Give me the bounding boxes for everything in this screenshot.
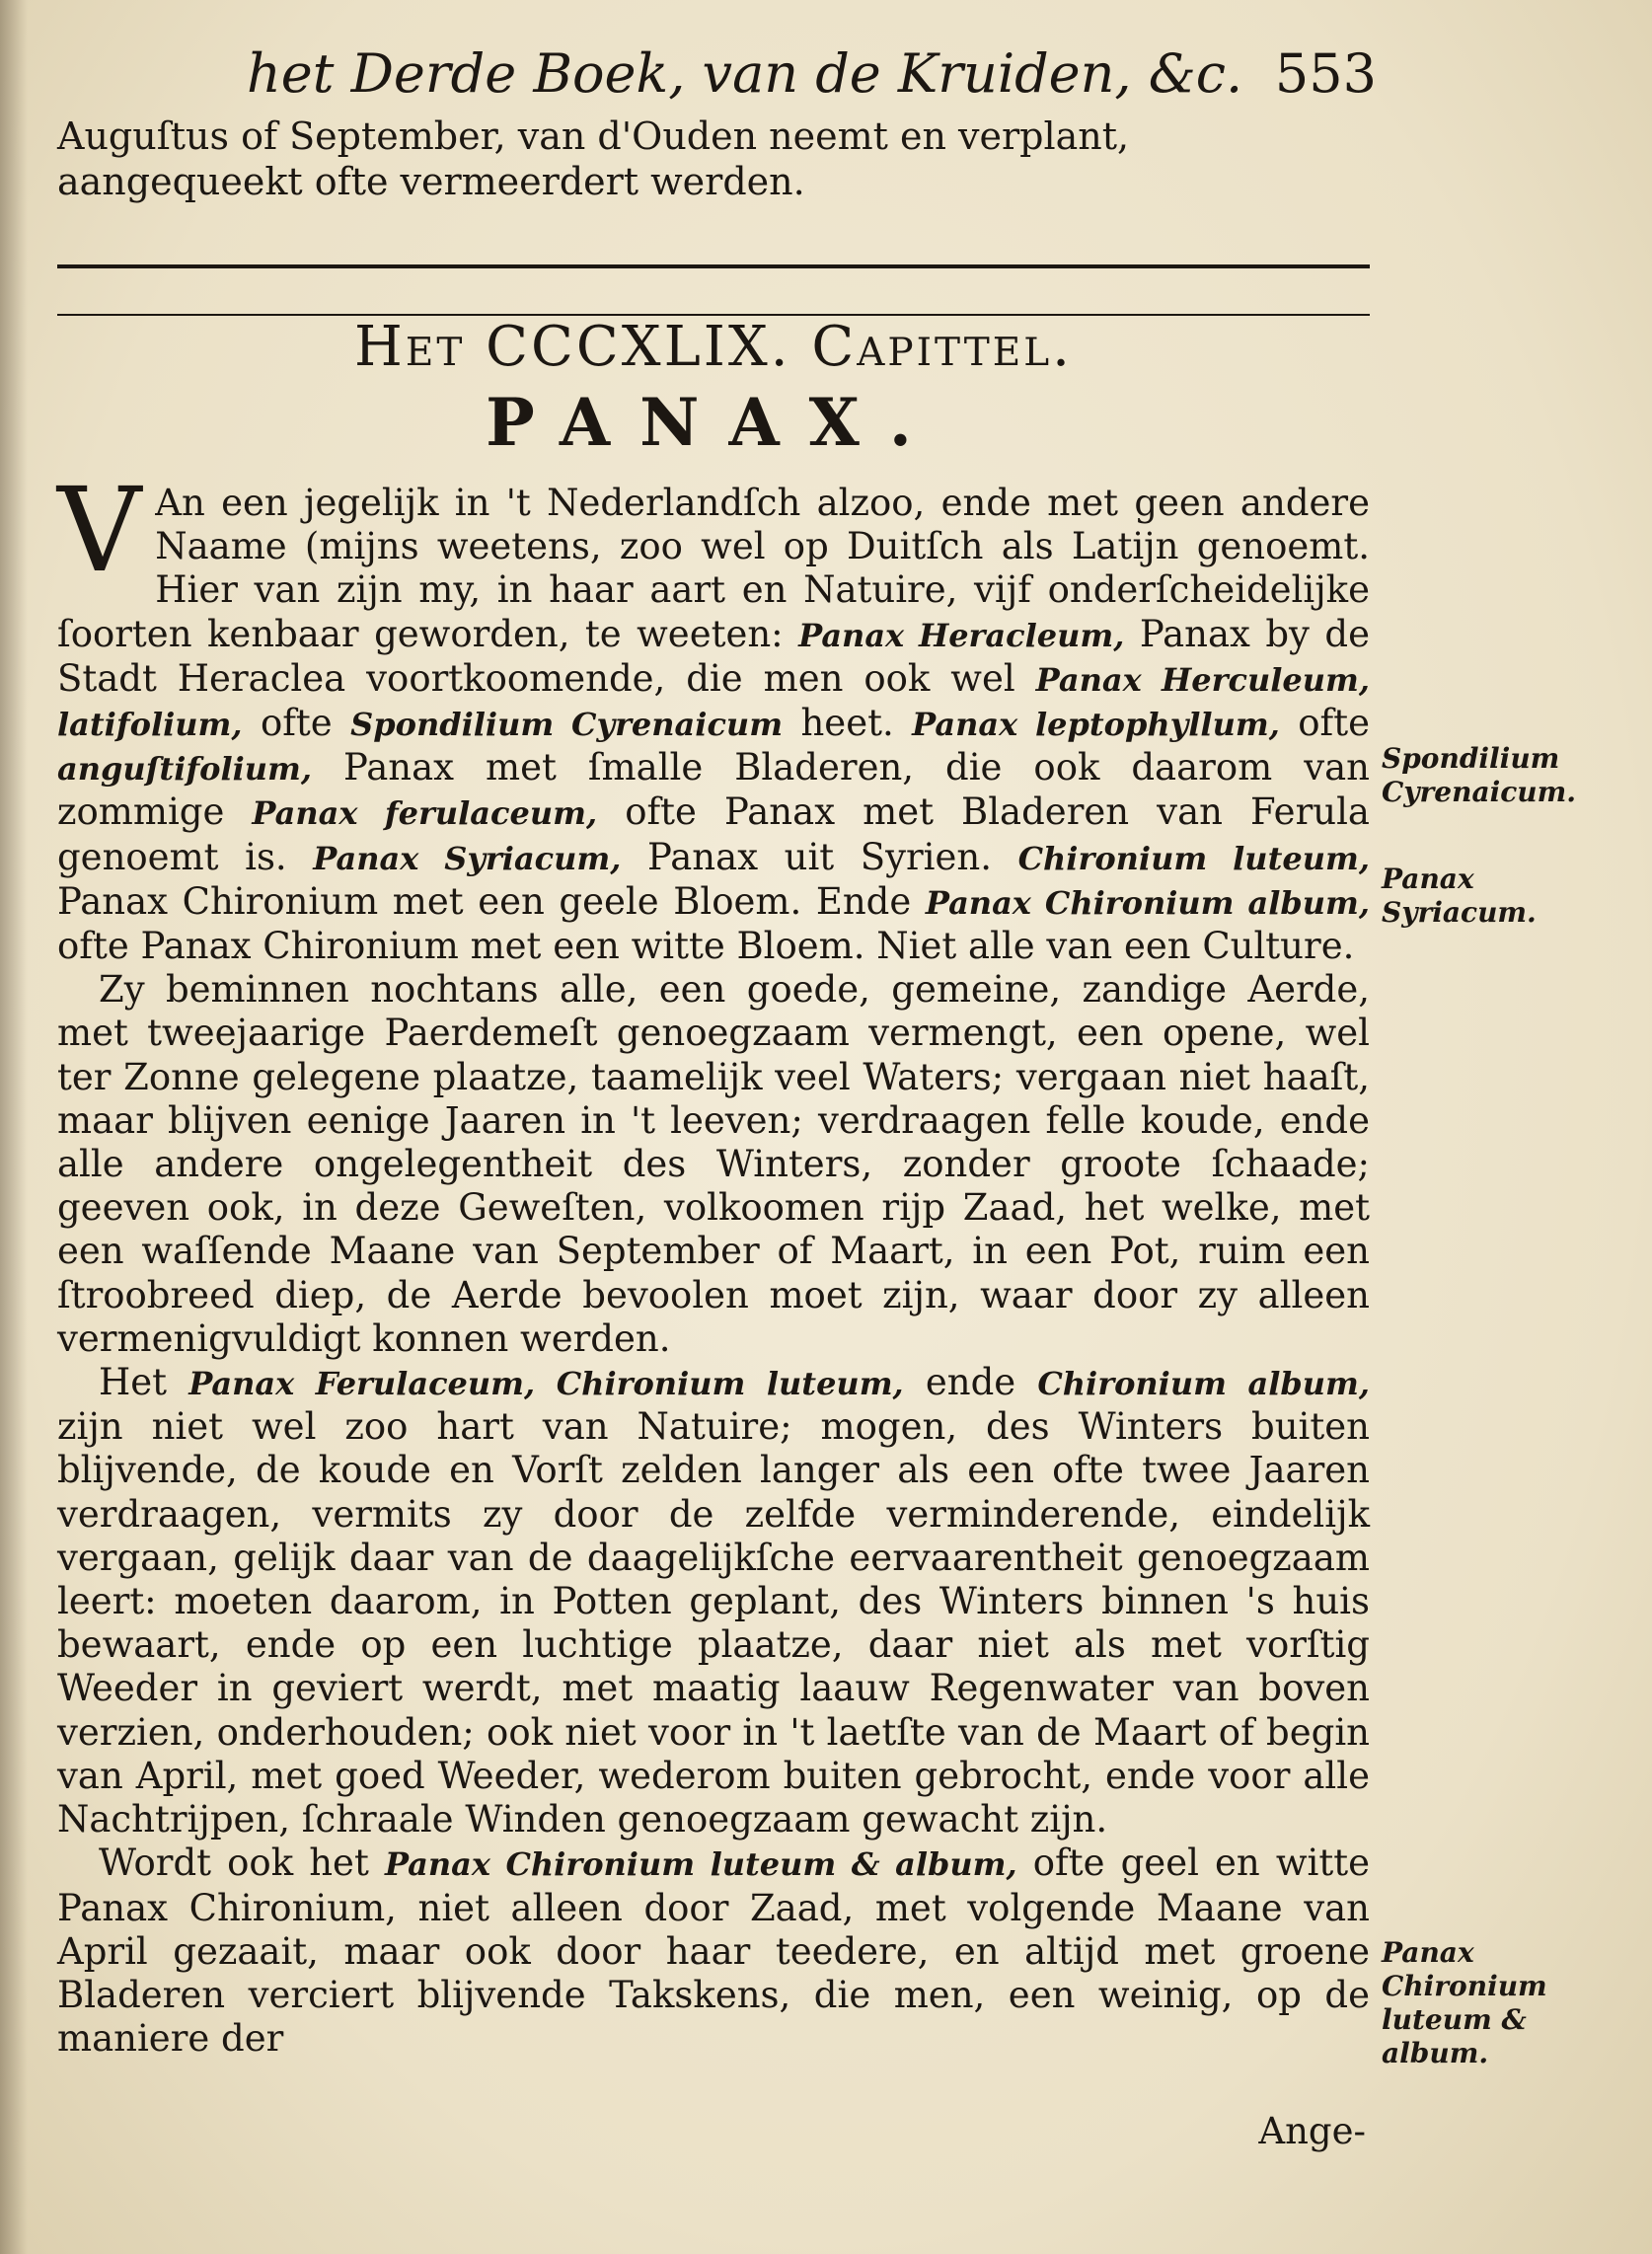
italic-term: Panax Syriacum, <box>313 839 622 877</box>
chapter-heading: Het CCCXLIX. Capittel. <box>354 315 1073 379</box>
italic-term: Panax ferulaceum, <box>252 794 598 833</box>
divider-rule <box>57 264 1370 268</box>
margin-note: Panax Chironium luteum & album. <box>1382 1936 1547 2069</box>
italic-term: Panax Heracleum, <box>798 616 1125 654</box>
drop-cap: V <box>57 462 142 598</box>
italic-term: Panax leptophyllum, <box>912 706 1280 744</box>
italic-term: Chironium album, <box>1037 1365 1371 1403</box>
carry-over-text: Auguſtus of September, van d'Ouden neemt en verplant, aangequeekt ofte vermeerdert werden. <box>57 114 1130 203</box>
running-head-title: het Derde Boek, van de Kruiden, &c. <box>247 42 1243 105</box>
binding-shadow <box>0 0 28 2254</box>
paragraph: Het Panax Ferulaceum, Chironium luteum, ende Chironium album, zijn niet wel zoo hart van Natuire; mogen, des Winters buiten blijvende, de koude en Vorſt zelden langer als een ofte twee Jaaren verdraagen, vermits zy door de zelfde verminderende, eindelijk vergaan, gelijk daar van de daagelijkſche eervaarentheit genoegzaam leert: moeten daarom, in Potten geplant, des Winters binnen 's huis bewaart, ende op een luchtige plaatze, daar niet als met vorſtig Weeder in geviert werdt, met maatig laauw Regenwater van boven verzien, onderhouden; ook niet voor in 't laetſte van de Maart of begin van April, met goed Weeder, wederom buiten gebrocht, ende voor alle Nachtrijpen, ſchraale Winden genoegzaam gewacht zijn. <box>57 1361 1371 1841</box>
chapter-title: PANAX. <box>486 384 941 461</box>
italic-term: Panax Herculeum, latifolium, <box>57 660 1371 744</box>
body-text <box>57 462 1371 2061</box>
italic-term: Panax Chironium luteum & album, <box>384 1845 1017 1884</box>
italic-term: Spondilium Cyrenaicum <box>350 706 784 744</box>
margin-note: Spondilium Cyrenaicum. <box>1382 742 1577 808</box>
margin-note: Panax Syriacum. <box>1382 863 1537 929</box>
italic-term: Panax Chironium album, <box>925 883 1370 922</box>
italic-term: Panax Ferulaceum, Chironium luteum, <box>188 1365 904 1403</box>
catchword: Ange- <box>1258 2110 1366 2152</box>
italic-term: Chironium luteum, <box>1017 839 1370 877</box>
paragraph: V An een jegelijk in 't Nederlandſch alzoo, ende met geen andere Naame (mijns weetens, zoo wel op Duitſch als Latijn genoemt. Hier van zijn my, in haar aart en Natuire, vijf onderſcheidelijke ſoorten kenbaar geworden, te weeten: Panax Heracleum, Panax by de Stadt Heraclea voortkoomende, die men ook wel Panax Herculeum, latifolium, ofte Spondilium Cyrenaicum heet. Panax leptophyllum, ofte anguſtifolium, Panax met ſmalle Bladeren, die ook daarom van zommige Panax ferulaceum, ofte Panax met Bladeren van Ferula genoemt is. Panax Syriacum, Panax uit Syrien. Chironium luteum, Panax Chironium met een geele Bloem. Ende Panax Chironium album, ofte Panax Chironium met een witte Bloem. Niet alle van een Culture. <box>57 462 1371 968</box>
paragraph: Wordt ook het Panax Chironium luteum & album, ofte geel en witte Panax Chironium, niet alleen door Zaad, met volgende Maane van April gezaait, maar ook door haar teedere, en altijd met groene Bladeren verciert blijvende Takskens, die men, een weinig, op de maniere der <box>57 1841 1370 2061</box>
italic-term: anguſtifolium, <box>57 750 313 789</box>
page-number: 553 <box>1274 42 1377 105</box>
running-head <box>247 39 1401 109</box>
paragraph: Zy beminnen nochtans alle, een goede, gemeine, zandige Aerde, met tweejaarige Paerdemeſt genoegzaam vermengt, een opene, wel ter Zonne gelegene plaatze, taamelijk veel Waters; vergaan niet haaſt, maar blijven eenige Jaaren in 't leeven; verdraagen felle koude, ende alle andere ongelegentheit des Winters, zonder groote ſchaade; geeven ook, in deze Geweſten, volkoomen rijp Zaad, het welke, met een waſſende Maane van September of Maart, in een Pot, ruim een ſtroobreed diep, de Aerde bevoolen moet zijn, waar door zy alleen vermenigvuldigt konnen werden. <box>57 968 1370 1360</box>
